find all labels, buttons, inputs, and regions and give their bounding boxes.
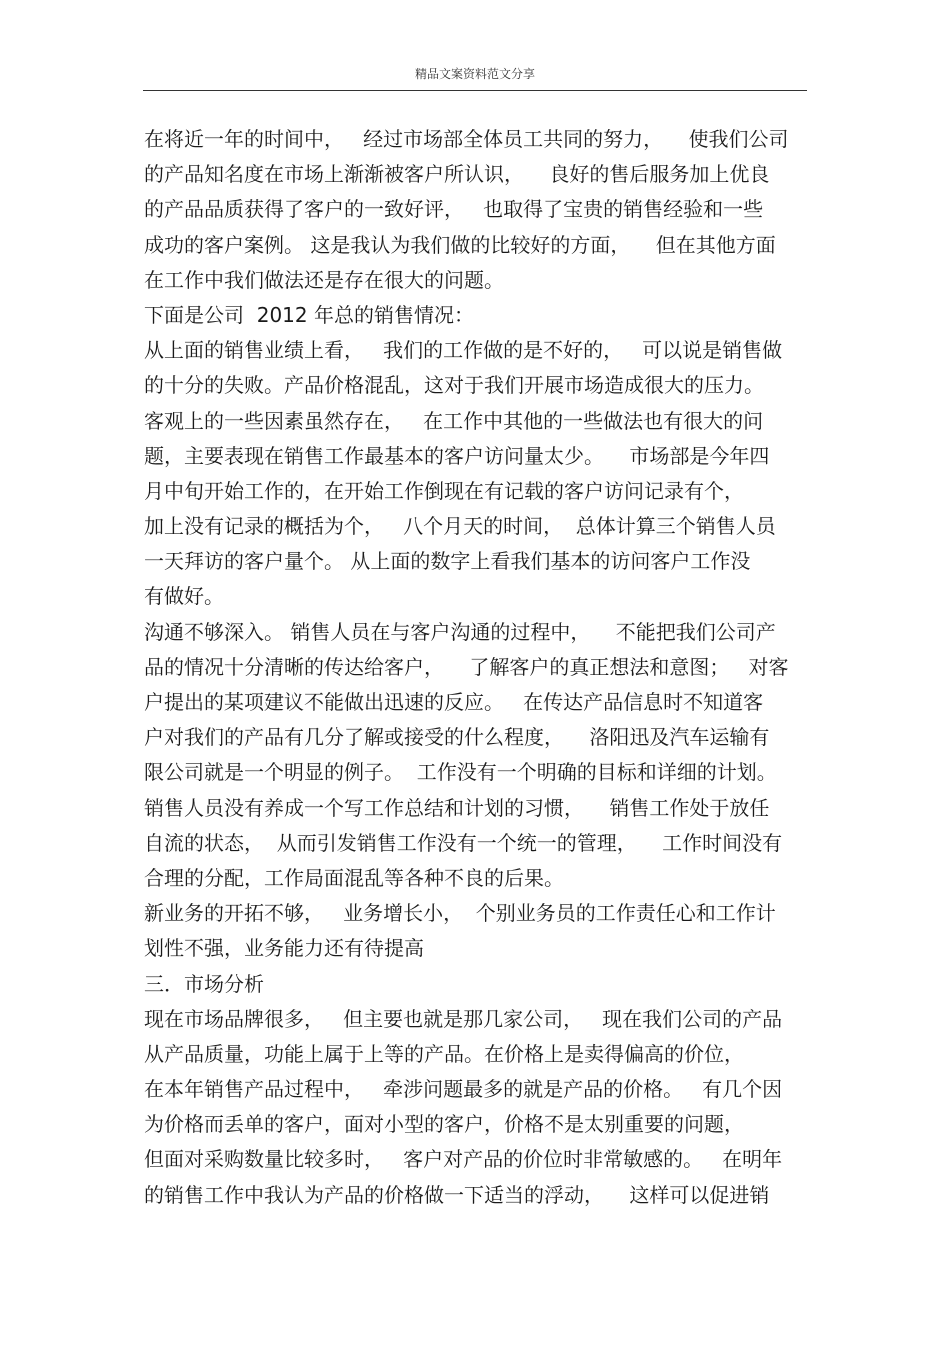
page-header: 精品文案资料范文分享: [414, 67, 535, 81]
text-line: 有做好。: [144, 584, 224, 609]
text-line: 题，主要表现在销售工作最基本的客户访问量太少。 市场部是今年四: [144, 443, 770, 468]
text-line: 从上面的销售业绩上看， 我们的工作做的是不好的， 可以说是销售做: [144, 338, 783, 363]
text-line: 户提出的某项建议不能做出迅速的反应。 在传达产品信息时不知道客: [144, 690, 764, 714]
text-line: 划性不强，业务能力还有待提高: [144, 936, 424, 961]
text-line: 但面对采购数量比较多时， 客户对产品的价位时非常敏感的。 在明年: [144, 1147, 783, 1172]
text-line: 客观上的一些因素虽然存在， 在工作中其他的一些做法也有很大的问: [144, 408, 764, 433]
header-divider: [143, 90, 807, 91]
document-body: [144, 122, 808, 1213]
text-line: 加上没有记录的概括为个， 八个月天的时间， 总体计算三个销售人员: [144, 514, 776, 539]
text-line: 的产品品质获得了客户的一致好评， 也取得了宝贵的销售经验和一些: [144, 197, 764, 222]
text-line: 的产品知名度在市场上渐渐被客户所认识， 良好的售后服务加上优良: [144, 162, 770, 187]
text-line: 的销售工作中我认为产品的价格做一下适当的浮动， 这样可以促进销: [144, 1182, 770, 1207]
text-line: 销售人员没有养成一个写工作总结和计划的习惯， 销售工作处于放任: [144, 795, 770, 820]
text-line: 合理的分配，工作局面混乱等各种不良的后果。: [144, 865, 564, 890]
text-line: 从产品质量，功能上属于上等的产品。在价格上是卖得偏高的价位，: [144, 1041, 744, 1066]
text-line: 品的情况十分清晰的传达给客户， 了解客户的真正想法和意图； 对客: [144, 654, 789, 679]
text-line: 在本年销售产品过程中， 牵涉问题最多的就是产品的价格。 有几个因: [144, 1077, 783, 1102]
text-line: 限公司就是一个明显的例子。 工作没有一个明确的目标和详细的计划。: [144, 760, 777, 785]
text-line: 在将近一年的时间中， 经过市场部全体员工共同的努力， 使我们公司: [144, 127, 789, 151]
text-line: 一天拜访的客户量个。 从上面的数字上看我们基本的访问客户工作没: [144, 549, 751, 574]
text-line: 在工作中我们做法还是存在很大的问题。: [144, 267, 504, 292]
text-line: 的十分的失败。产品价格混乱，这对于我们开展市场造成很大的压力。: [144, 373, 764, 398]
text-line: 现在市场品牌很多， 但主要也就是那几家公司， 现在我们公司的产品: [144, 1006, 783, 1031]
text-line: 为价格而丢单的客户，面对小型的客户，价格不是太别重要的问题，: [144, 1112, 744, 1137]
section-heading: 三．市场分析: [144, 971, 264, 996]
text-line: 沟通不够深入。 销售人员在与客户沟通的过程中， 不能把我们公司产: [144, 619, 776, 644]
text-line: 户对我们的产品有几分了解或接受的什么程度， 洛阳迅及汽车运输有: [144, 725, 770, 750]
text-line: 月中旬开始工作的，在开始工作倒现在有记载的客户访问记录有个，: [144, 478, 744, 503]
text-line: 自流的状态， 从而引发销售工作没有一个统一的管理， 工作时间没有: [144, 830, 783, 855]
text-line: 新业务的开拓不够， 业务增长小， 个别业务员的工作责任心和工作计: [144, 901, 776, 926]
text-line: 成功的客户案例。 这是我认为我们做的比较好的方面， 但在其他方面: [144, 232, 776, 257]
text-line: 下面是公司 2012 年总的销售情况：: [144, 302, 474, 327]
